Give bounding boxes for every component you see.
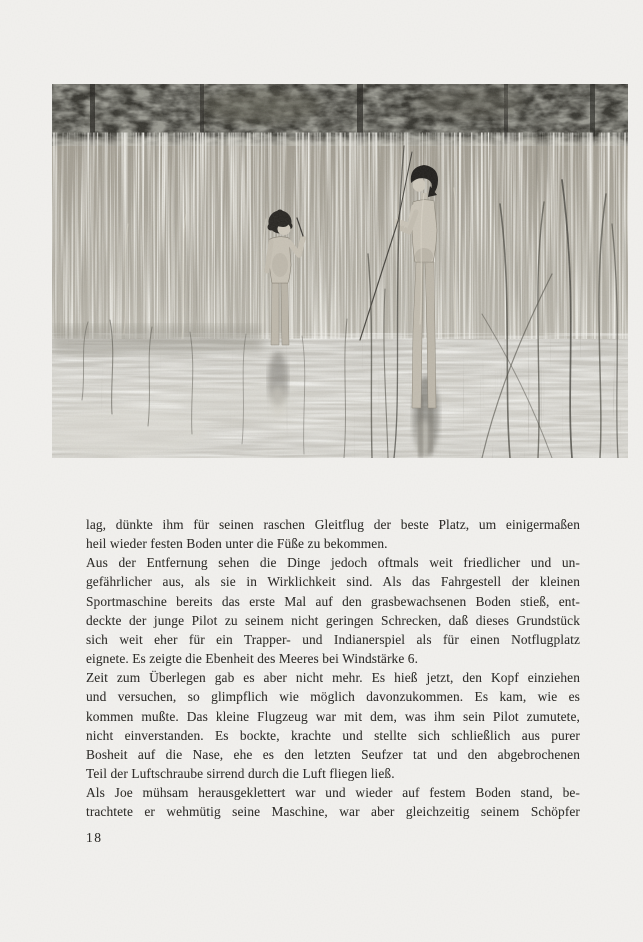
text-line: und versuchen, so glimpflich wie möglich davonzukommen. Es kam, wie es xyxy=(86,689,580,705)
text-line: lag, dünkte ihm für seinen raschen Gleitflug der beste Platz, um einigermaßen xyxy=(86,517,580,532)
text-line: eignete. Es zeigte die Ebenheit des Meeres bei Windstärke 6. xyxy=(86,651,419,667)
text-line: Sportmaschine bereits das erste Mal auf den grasbewachsenen Boden stieß, ent- xyxy=(86,593,580,609)
text-line: sich weit eher für ein Trapper- und Indianerspiel als für einen Notflugplatz xyxy=(86,631,580,647)
paragraph-2 xyxy=(86,553,580,668)
paragraph-4 xyxy=(86,783,580,821)
body-text xyxy=(86,515,580,822)
text-line: Teil der Luftschraube sirrend durch die Luft fliegen ließ. xyxy=(86,766,395,782)
text-line: Als Joe mühsam herausgeklettert war und wieder auf festem Boden stand, be- xyxy=(86,785,580,801)
paragraph-3 xyxy=(86,668,580,783)
text-line: kommen mußte. Das kleine Flugzeug war mit dem, was ihm sein Pilot zumutete, xyxy=(86,708,580,724)
text-line: heil wieder festen Boden unter die Füße zu bekommen. xyxy=(86,536,388,552)
text-line: Zeit zum Überlegen gab es aber nicht mehr. Es hieß jetzt, den Kopf einziehen xyxy=(86,670,580,686)
text-line: trachtete er wehmütig seine Maschine, war aber gleichzeitig seinem Schöpfer xyxy=(86,804,580,820)
text-line: Bosheit auf die Nase, ehe es den letzten Seufzer tat und den abgebrochenen xyxy=(86,746,580,762)
text-line: gefährlicher aus, als sie in Wirklichkeit sind. Als das Fahrgestell der kleinen xyxy=(86,574,580,590)
text-line: Aus der Entfernung sehen die Dinge jedoch oftmals weit friedlicher und un- xyxy=(86,555,580,571)
text-line: deckte der junge Pilot zu seinem nicht geringen Schrecken, daß dieses Grundstück xyxy=(86,612,580,628)
photo-illustration xyxy=(52,84,628,458)
photo-two-boys-in-reeds xyxy=(52,84,628,458)
paragraph-1 xyxy=(86,515,580,553)
text-line: nicht einverstanden. Es bockte, krachte und stellte sich schließlich aus purer xyxy=(86,727,580,743)
photo-grain xyxy=(52,84,628,458)
page-number: 18 xyxy=(86,830,103,845)
